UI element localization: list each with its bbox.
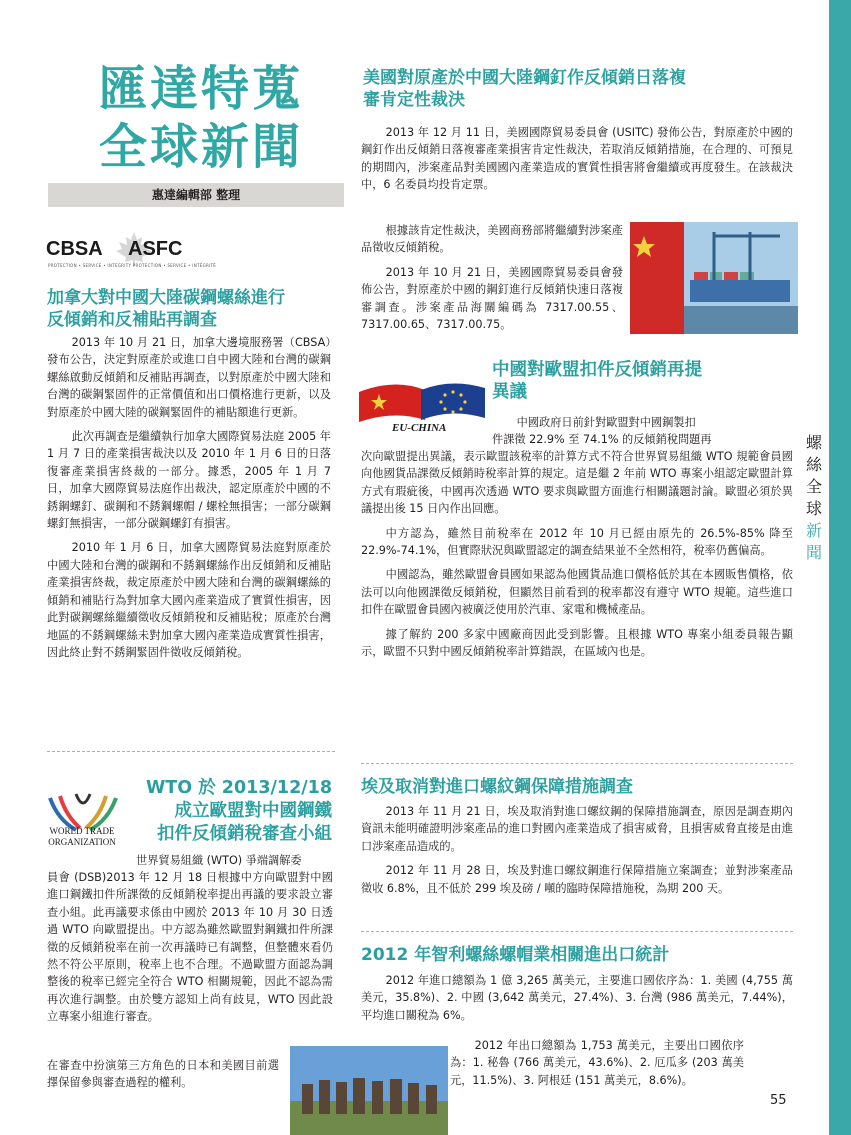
side-accent-bar xyxy=(829,0,851,1135)
divider xyxy=(47,751,335,752)
section-label-char: 球 xyxy=(805,499,822,518)
paragraph: 中國認為，雖然歐盟會員國如果認為他國貨品進口價格低於其在本國販售價格，依法可以向他國課徵反傾銷稅，但顯然目前看到的稅率都沒有遵守 WTO 規範。這些進口扣件在歐盟會員國內被廣泛使用於汽車、家電和機械產品。 xyxy=(361,568,793,617)
article-body-cbsa xyxy=(47,334,331,668)
eu-body-lead-2: 件課徵 22.9% 至 74.1% 的反傾銷稅問題再 xyxy=(492,433,712,446)
moai-photo xyxy=(290,1046,448,1135)
paragraph: 此次再調查是繼續執行加拿大國際貿易法庭 2005 年 1 月 7 日的產業損害裁決以及 2010 年 1 月 6 日的日落復審產業損害終裁的一部分。據悉，2005 年 1 月 7 日，加拿大國際貿易法庭作出裁決，認定原產於中國的不銹鋼螺釘、碳鋼和不銹鋼螺帽 / 螺栓無損害；一部分碳鋼螺釘無損害，一部分碳鋼螺釘有損害。 xyxy=(47,430,331,531)
page-number: 55 xyxy=(770,1093,787,1108)
cbsa-logo-left: CBSA xyxy=(46,238,103,260)
wto-logo-line: WORLD TRADE xyxy=(49,826,115,836)
article-body-usitc-2 xyxy=(361,222,623,340)
paragraph: 中方認為，雖然目前稅率在 2012 年 10 月已經由原先的 26.5%-85% 降至 22.9%-74.1%，但實際狀況與歐盟認定的調查結果並不全然相符，稅率仍舊偏高。 xyxy=(361,526,793,558)
paragraph: 2012 年進口總額為 1 億 3,265 萬美元，主要進口國依序為：1. 美國 (4,755 萬美元，35.8%)、2. 中國 (3,642 萬美元，27.4%)、3. 台灣 (986 萬美元，7.44%)，平均進口關稅為 6%。 xyxy=(361,974,793,1022)
article-title-usitc xyxy=(363,67,793,111)
paragraph: 2013 年 11 月 21 日，埃及取消對進口螺紋鋼的保障措施調查，原因是調查期內資訊未能明確證明涉案產品的進口對國內產業造成了損害威脅，且損害威脅直接是由進口涉案產品造成的。 xyxy=(361,805,793,853)
article-body-egypt xyxy=(361,803,793,904)
title-line: 反傾銷和反補貼再調查 xyxy=(47,310,217,330)
section-label-char: 螺 xyxy=(805,433,822,452)
article-body-wto xyxy=(47,869,333,1026)
wto-logo-line: ORGANIZATION xyxy=(48,837,116,847)
article-body-chile-2 xyxy=(450,1037,744,1096)
masthead xyxy=(56,60,346,176)
title-line: 扣件反傾銷稅審查小組 xyxy=(157,824,332,844)
divider xyxy=(361,931,793,932)
article-body-chile xyxy=(361,972,793,1031)
paragraph: 2013 年 10 月 21 日，美國國際貿易委員會發佈公告，對原產於中國的鋼釘進行反傾銷快速日落複審調查。涉案產品海關編碼為 7317.00.55、7317.00.65、7317.00.75。 xyxy=(361,265,623,332)
section-label-char: 全 xyxy=(805,477,822,496)
section-label-char: 新 xyxy=(805,521,822,540)
cbsa-logo-subtitle: PROTECTION • SERVICE • INTEGRITY PROTECTION • SERVICE • INTÉGRITÉ xyxy=(48,263,217,268)
title-line: 美國對原產於中國大陸鋼釘作反傾銷日落複 xyxy=(363,68,686,88)
title-line: 成立歐盟對中國鋼鐵 xyxy=(174,801,332,821)
article-title-egypt: 埃及取消對進口螺紋鋼保障措施調查 xyxy=(361,777,633,797)
paragraph: 2013 年 10 月 21 日，加拿大邊境服務署（CBSA）發布公告，決定對原產於或進口自中國大陸和台灣的碳鋼螺絲啟動反傾銷和反補貼再調查，以對原產於中國大陸和台灣的碳鋼緊固件的正常價值和出口價格進行更新，以及對原產於中國大陸的碳鋼緊固件的補貼額進行更新。 xyxy=(47,336,331,419)
divider xyxy=(361,763,793,764)
eu-china-flag-icon xyxy=(355,378,490,444)
title-line: 審肯定性裁決 xyxy=(363,90,465,110)
article-title-chile: 2012 年智利螺絲螺帽業相關進出口統計 xyxy=(361,945,670,965)
paragraph: 據了解約 200 多家中國廠商因此受到影響。且根據 WTO 專案小組委員報告顯示，歐盟不只對中國反傾銷稅率計算錯誤，在區域內也是。 xyxy=(361,627,793,659)
eu-china-label: EU-CHINA xyxy=(392,422,447,434)
article-body-usitc xyxy=(361,124,793,201)
article-title-eu xyxy=(492,359,792,403)
wto-body-lead: 世界貿易組織 (WTO) 爭端調解委 xyxy=(136,854,302,867)
paragraph: 員會 (DSB)2013 年 12 月 18 日根據中方向歐盟對中國進口鋼鐵扣件所課徵的反傾銷稅率提出再議的要求設立審查小組。此再議要求係由中國於 2013 年 10 月 30 日透過 WTO 向歐盟提出。中方認為雖然歐盟對鋼鐵扣件所課徵的反傾銷稅率在前一次再議時已有調整，但整體來看仍然不符公平原則，稅率上也不合理。不過歐盟方面認為調整後的稅率已經完全符合 WTO 相關規範，因此不認為需再次進行調整。由於雙方認知上尚有歧見，WTO 因此設立專案小組進行審查。 xyxy=(47,871,333,1024)
article-title-cbsa xyxy=(47,287,337,331)
masthead-line: 匯達特蒐 xyxy=(98,61,303,117)
section-label xyxy=(803,432,825,564)
port-photo xyxy=(630,222,798,334)
section-label-char: 絲 xyxy=(805,455,822,474)
paragraph: 在審查中扮演第三方角色的日本和美國目前選擇保留參與審查過程的權利。 xyxy=(47,1059,279,1090)
paragraph: 根據該肯定性裁決，美國商務部將繼續對涉案產品徵收反傾銷稅。 xyxy=(361,224,623,255)
paragraph: 2012 年出口總額為 1,753 萬美元，主要出口國依序為：1. 秘魯 (766 萬美元，43.6%)、2. 厄瓜多 (203 萬美元，11.5%)、3. 阿根廷 (151 萬美元，8.6%)。 xyxy=(450,1039,744,1087)
cbsa-logo-right: ASFC xyxy=(128,238,183,260)
section-label-char: 聞 xyxy=(805,543,822,562)
title-line: 異議 xyxy=(492,382,527,402)
eu-body-lead: 中國政府日前針對歐盟對中國鋼製扣 xyxy=(516,416,696,429)
paragraph: 2012 年 11 月 28 日，埃及對進口螺紋鋼進行保障措施立案調查；並對涉案產品徵收 6.8%，且不低於 299 埃及磅 / 噸的臨時保障措施稅，為期 200 天。 xyxy=(361,864,793,895)
masthead-line: 全球新聞 xyxy=(98,119,303,175)
paragraph: 2013 年 12 月 11 日，美國國際貿易委員會 (USITC) 發佈公告，對原產於中國的鋼釘作出反傾銷日落複審產業損害肯定性裁決，若取消反傾銷措施，在合理的、可預見的期間內，涉案產品對美國國內產業造成的實質性損害將會繼續或再度發生。在該裁決中，6 名委員均投肯定票。 xyxy=(361,126,793,192)
paragraph: 次向歐盟提出異議，表示歐盟該稅率的計算方式不符合世界貿易組織 WTO 規範會員國向他國貨品課徵反傾銷時稅率計算的規定。這是繼 2 年前 WTO 專案小組認定歐盟計算方式有瑕疵後，中國再次透過 WTO 要求與歐盟方面進行相關議題討論。歐盟必須於異議提出後 15 日內作出回應。 xyxy=(361,450,793,516)
cbsa-logo xyxy=(46,233,217,275)
editor-credit: 惠達編輯部 整理 xyxy=(48,183,344,207)
article-body-wto-2 xyxy=(47,1057,279,1092)
title-line: 加拿大對中國大陸碳鋼螺絲進行 xyxy=(47,288,285,308)
article-title-wto xyxy=(136,777,332,846)
title-line: WTO 於 2013/12/18 xyxy=(146,778,332,798)
wto-logo-text xyxy=(30,826,134,848)
paragraph: 2010 年 1 月 6 日，加拿大國際貿易法庭對原產於中國大陸和台灣的碳鋼和不銹鋼螺絲作出反傾銷和反補貼產業損害終裁，裁定原產於中國大陸和台灣的碳鋼螺絲的傾銷和補貼行為對加拿大國內產業造成了實質性損害，因此對碳鋼螺絲繼續徵收反傾銷稅和反補貼稅；原產於台灣地區的不銹鋼螺絲未對加拿大國內產業造成實質性損害，因此終止對不銹鋼緊固件徵收反傾銷稅。 xyxy=(47,541,331,659)
title-line: 中國對歐盟扣件反傾銷再提 xyxy=(492,360,702,380)
article-body-eu xyxy=(361,448,793,667)
